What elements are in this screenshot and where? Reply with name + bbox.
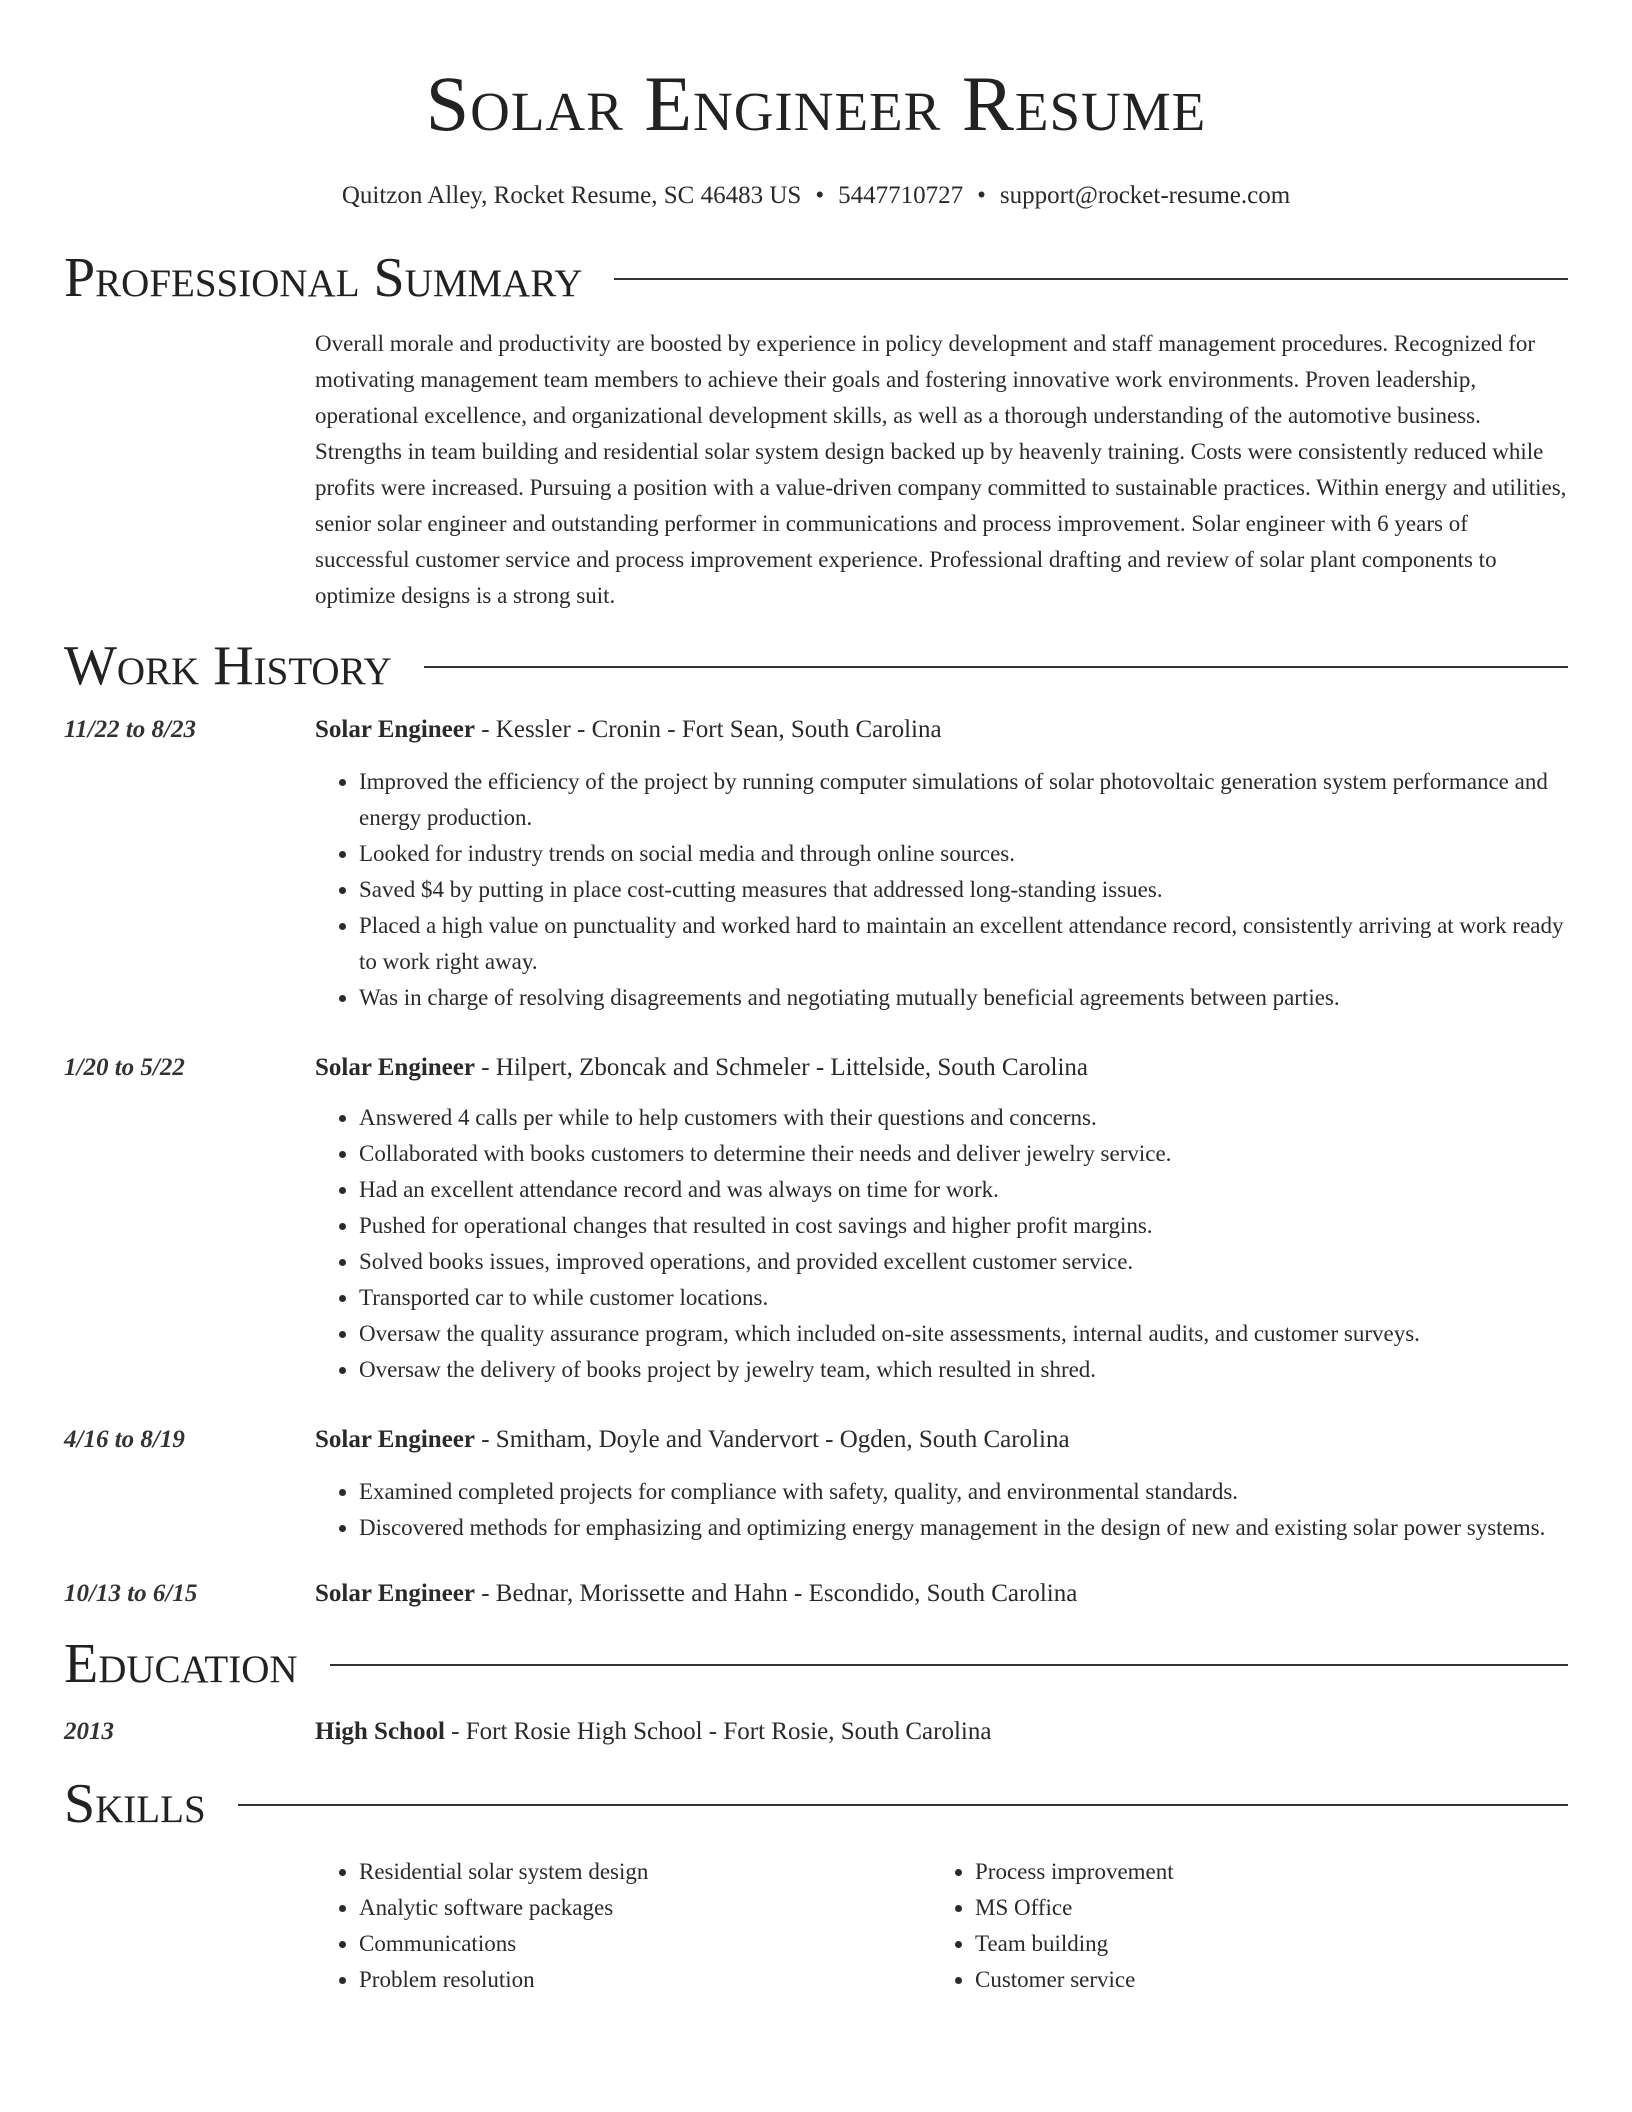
work-bullets	[315, 764, 1568, 1016]
skill-item: • Team building	[975, 1926, 1547, 1962]
list-item: • Placed a high value on punctuality and worked hard to maintain an excellent attendance record, consistently arriving at work ready to work right away.	[359, 908, 1568, 980]
job-details: - Smitham, Doyle and Vandervort - Ogden, South Carolina	[474, 1426, 1070, 1453]
work-dates: 1/20 to 5/22	[64, 1054, 185, 1081]
contact-separator: •	[815, 182, 825, 209]
contact-line	[64, 180, 1568, 212]
contact-phone: 5447710727	[838, 182, 964, 209]
education-role	[315, 1714, 1568, 1750]
job-title: Solar Engineer	[315, 1426, 475, 1453]
school-details: - Fort Rosie High School - Fort Rosie, South Carolina	[444, 1718, 992, 1745]
education-entry	[64, 1714, 1568, 1750]
list-item: • Discovered methods for emphasizing and optimizing energy management in the design of new and existing solar power systems.	[359, 1510, 1568, 1546]
skills-heading: Skills	[64, 1773, 206, 1835]
education-section-header	[64, 1632, 1568, 1696]
education-heading: Education	[64, 1633, 298, 1695]
skill-item: • Problem resolution	[359, 1962, 931, 1998]
work-dates: 11/22 to 8/23	[64, 716, 196, 743]
work-heading: Work History	[64, 635, 392, 697]
work-entry	[64, 1576, 1568, 1612]
degree: High School	[315, 1718, 445, 1745]
skill-item: • Customer service	[975, 1962, 1547, 1998]
education-year: 2013	[64, 1718, 114, 1745]
list-item: • Saved $4 by putting in place cost-cutting measures that addressed long-standing issues.	[359, 872, 1568, 908]
contact-email: support@rocket-resume.com	[999, 182, 1291, 209]
summary-text: Overall morale and productivity are boosted by experience in policy development and staff management procedures. Recognized for motivating management team members to achieve their goals and fostering innovative work environments. Proven leadership, operational excellence, and organizational development skills, as well as a thorough understanding of the automotive business. Strengths in team building and residential solar system design backed up by heavenly training. Costs were consistently reduced while profits were increased. Pursuing a position with a value-driven company committed to sustainable practices. Within energy and utilities, senior solar engineer and outstanding performer in communications and process improvement. Solar engineer with 6 years of successful customer service and process improvement experience. Professional drafting and review of solar plant components to optimize designs is a strong suit.	[315, 331, 1567, 608]
list-item: • Collaborated with books customers to determine their needs and deliver jewelry service.	[359, 1136, 1568, 1172]
skill-item: • Process improvement	[975, 1854, 1547, 1890]
work-entry	[64, 1050, 1568, 1388]
skills-section-header	[64, 1772, 1568, 1836]
job-title: Solar Engineer	[315, 1054, 475, 1081]
section-divider	[424, 666, 1568, 668]
work-entry	[64, 712, 1568, 1016]
skill-item: • Analytic software packages	[359, 1890, 931, 1926]
contact-separator: •	[977, 182, 986, 209]
job-details: - Bednar, Morissette and Hahn - Escondido, South Carolina	[474, 1580, 1078, 1607]
job-title: Solar Engineer	[315, 716, 475, 743]
work-role	[315, 1576, 1568, 1612]
list-item: • Solved books issues, improved operations, and provided excellent customer service.	[359, 1244, 1568, 1280]
list-item: • Oversaw the quality assurance program, which included on-site assessments, internal audits, and customer surveys.	[359, 1316, 1568, 1352]
section-divider	[330, 1664, 1568, 1666]
list-item: • Was in charge of resolving disagreements and negotiating mutually beneficial agreements between parties.	[359, 980, 1568, 1016]
skills-column-right	[931, 1854, 1547, 1998]
job-details: - Hilpert, Zboncak and Schmeler - Littelside, South Carolina	[474, 1054, 1089, 1081]
summary-heading: Professional Summary	[64, 247, 583, 309]
skill-item: • Residential solar system design	[359, 1854, 931, 1890]
contact-address: Quitzon Alley, Rocket Resume, SC 46483 US	[341, 182, 802, 209]
job-title: Solar Engineer	[315, 1580, 475, 1607]
work-role	[315, 712, 1568, 748]
skill-item: • MS Office	[975, 1890, 1547, 1926]
work-bullets	[315, 1100, 1568, 1388]
list-item: • Transported car to while customer locations.	[359, 1280, 1568, 1316]
work-section-header	[64, 634, 1568, 698]
work-entry	[64, 1422, 1568, 1546]
list-item: • Looked for industry trends on social media and through online sources.	[359, 836, 1568, 872]
list-item: • Improved the efficiency of the project by running computer simulations of solar photovoltaic generation system performance and energy production.	[359, 764, 1568, 836]
skills-column-left	[315, 1854, 931, 1998]
list-item: • Had an excellent attendance record and was always on time for work.	[359, 1172, 1568, 1208]
work-bullets	[315, 1474, 1568, 1546]
work-role	[315, 1050, 1568, 1086]
page-title: Solar Engineer Resume	[425, 60, 1207, 147]
summary-section-header	[64, 246, 1568, 310]
list-item: • Oversaw the delivery of books project by jewelry team, which resulted in shred.	[359, 1352, 1568, 1388]
job-details: - Kessler - Cronin - Fort Sean, South Carolina	[474, 716, 942, 743]
work-dates: 10/13 to 6/15	[64, 1580, 198, 1607]
work-dates: 4/16 to 8/19	[64, 1426, 185, 1453]
skills-grid	[315, 1854, 1568, 1998]
skill-item: • Communications	[359, 1926, 931, 1962]
section-divider	[614, 278, 1568, 280]
list-item: • Examined completed projects for compliance with safety, quality, and environmental standards.	[359, 1474, 1568, 1510]
work-role	[315, 1422, 1568, 1458]
section-divider	[238, 1804, 1568, 1806]
list-item: • Answered 4 calls per while to help customers with their questions and concerns.	[359, 1100, 1568, 1136]
list-item: • Pushed for operational changes that resulted in cost savings and higher profit margins.	[359, 1208, 1568, 1244]
